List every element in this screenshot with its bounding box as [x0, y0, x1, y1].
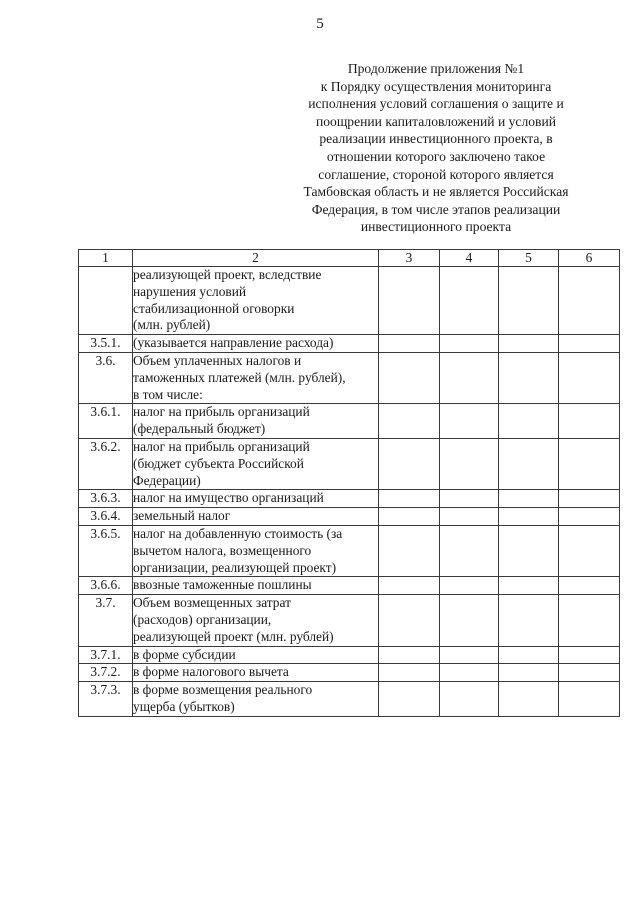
value-cell-col-4 [440, 682, 499, 717]
table-row [79, 646, 620, 664]
value-cell-col-3 [379, 577, 440, 595]
table-row [79, 404, 620, 439]
row-number: 3.6.6. [79, 577, 133, 595]
table-row [79, 525, 620, 576]
row-description [133, 404, 379, 439]
description-line: Объем уплаченных налогов и [133, 352, 302, 368]
value-cell-col-3 [379, 352, 440, 403]
table-row [79, 682, 620, 717]
row-description [133, 490, 379, 508]
row-number: 3.6.5. [79, 525, 133, 576]
value-cell-col-3 [379, 664, 440, 682]
row-number: 3.6.3. [79, 490, 133, 508]
header-line: Тамбовская область и не является Российская [303, 184, 569, 200]
value-cell-col-6 [559, 595, 620, 646]
value-cell-col-4 [440, 525, 499, 576]
row-number: 3.7.2. [79, 664, 133, 682]
description-line: таможенных платежей (млн. рублей), [133, 369, 346, 385]
value-cell-col-6 [559, 682, 620, 717]
header-line: соглашение, стороной которого является [318, 166, 554, 182]
value-cell-col-5 [499, 664, 559, 682]
value-cell-col-3 [379, 595, 440, 646]
description-line: реализующей проект (млн. рублей) [133, 628, 334, 644]
header-line: отношении которого заключено такое [326, 148, 546, 164]
value-cell-col-5 [499, 267, 559, 335]
value-cell-col-3 [379, 646, 440, 664]
description-line: стабилизационной оговорки [133, 300, 295, 316]
table-row [79, 508, 620, 526]
value-cell-col-4 [440, 404, 499, 439]
row-description [133, 525, 379, 576]
value-cell-col-5 [499, 352, 559, 403]
value-cell-col-4 [440, 267, 499, 335]
row-description [133, 646, 379, 664]
value-cell-col-6 [559, 646, 620, 664]
table-row [79, 577, 620, 595]
table-header-row [79, 250, 620, 267]
row-number: 3.6.4. [79, 508, 133, 526]
description-line: в форме субсидии [133, 646, 236, 662]
header-line: к Порядку осуществления мониторинга [320, 78, 552, 94]
row-description [133, 664, 379, 682]
value-cell-col-5 [499, 682, 559, 717]
value-cell-col-4 [440, 508, 499, 526]
value-cell-col-5 [499, 490, 559, 508]
column-header: 2 [133, 250, 379, 267]
row-description [133, 682, 379, 717]
header-line: Федерация, в том числе этапов реализации [311, 201, 561, 217]
column-header: 3 [379, 250, 440, 267]
value-cell-col-5 [499, 525, 559, 576]
value-cell-col-4 [440, 438, 499, 489]
row-description [133, 267, 379, 335]
value-cell-col-3 [379, 490, 440, 508]
row-number: 3.5.1. [79, 335, 133, 353]
description-line: налог на добавленную стоимость (за [133, 525, 343, 541]
value-cell-col-5 [499, 438, 559, 489]
appendix-header [283, 60, 589, 236]
page-number: 5 [316, 16, 324, 32]
description-line: налог на прибыль организаций [133, 404, 310, 420]
monitoring-table [78, 249, 620, 717]
value-cell-col-4 [440, 490, 499, 508]
description-line: (млн. рублей) [133, 317, 211, 333]
row-number: 3.6.2. [79, 438, 133, 489]
value-cell-col-6 [559, 577, 620, 595]
table-row [79, 438, 620, 489]
description-line: Объем возмещенных затрат [133, 595, 291, 611]
value-cell-col-3 [379, 525, 440, 576]
value-cell-col-4 [440, 335, 499, 353]
header-line: реализации инвестиционного проекта, в [319, 131, 553, 147]
value-cell-col-5 [499, 577, 559, 595]
column-header: 5 [499, 250, 559, 267]
value-cell-col-3 [379, 438, 440, 489]
table-row [79, 595, 620, 646]
value-cell-col-5 [499, 508, 559, 526]
table-row [79, 267, 620, 335]
description-line: (федеральный бюджет) [133, 421, 266, 437]
description-line: в форме налогового вычета [133, 664, 289, 680]
column-header: 1 [79, 250, 133, 267]
value-cell-col-3 [379, 335, 440, 353]
description-line: реализующей проект, вследствие [133, 267, 322, 282]
table-row [79, 335, 620, 353]
row-description [133, 595, 379, 646]
column-header: 6 [559, 250, 620, 267]
value-cell-col-3 [379, 404, 440, 439]
description-line: налог на прибыль организаций [133, 438, 310, 454]
value-cell-col-6 [559, 352, 620, 403]
description-line: вычетом налога, возмещенного [133, 542, 312, 558]
row-number: 3.7. [79, 595, 133, 646]
header-line: исполнения условий соглашения о защите и [308, 96, 564, 112]
table-row [79, 352, 620, 403]
row-description [133, 352, 379, 403]
description-line: в форме возмещения реального [133, 682, 313, 698]
value-cell-col-3 [379, 267, 440, 335]
value-cell-col-5 [499, 335, 559, 353]
value-cell-col-4 [440, 595, 499, 646]
description-line: организации, реализующей проект) [133, 559, 337, 575]
description-line: ущерба (убытков) [133, 698, 235, 714]
description-line: ввозные таможенные пошлины [133, 577, 312, 593]
description-line: налог на имущество организаций [133, 490, 324, 506]
column-header: 4 [440, 250, 499, 267]
description-line: земельный налог [133, 508, 231, 524]
row-number: 3.7.1. [79, 646, 133, 664]
table-row [79, 664, 620, 682]
row-number: 3.7.3. [79, 682, 133, 717]
value-cell-col-5 [499, 595, 559, 646]
row-number: 3.6. [79, 352, 133, 403]
description-line: (бюджет субъекта Российской [133, 455, 304, 471]
value-cell-col-6 [559, 404, 620, 439]
value-cell-col-6 [559, 664, 620, 682]
value-cell-col-6 [559, 508, 620, 526]
value-cell-col-6 [559, 438, 620, 489]
value-cell-col-3 [379, 682, 440, 717]
value-cell-col-4 [440, 646, 499, 664]
table-row [79, 490, 620, 508]
row-description [133, 577, 379, 595]
header-line: Продолжение приложения №1 [347, 61, 525, 76]
value-cell-col-4 [440, 577, 499, 595]
description-line: в том числе: [133, 386, 203, 402]
value-cell-col-6 [559, 267, 620, 335]
row-description [133, 335, 379, 353]
row-number [79, 267, 133, 335]
value-cell-col-5 [499, 404, 559, 439]
value-cell-col-3 [379, 508, 440, 526]
row-description [133, 508, 379, 526]
row-number: 3.6.1. [79, 404, 133, 439]
header-line: инвестиционного проекта [360, 219, 512, 235]
value-cell-col-6 [559, 335, 620, 353]
description-line: нарушения условий [133, 283, 247, 299]
description-line: (указывается направление расхода) [133, 335, 334, 351]
description-line: (расходов) организации, [133, 611, 272, 627]
value-cell-col-4 [440, 664, 499, 682]
value-cell-col-6 [559, 490, 620, 508]
value-cell-col-6 [559, 525, 620, 576]
header-line: поощрении капиталовложений и условий [315, 113, 557, 129]
description-line: Федерации) [133, 472, 201, 488]
row-description [133, 438, 379, 489]
value-cell-col-4 [440, 352, 499, 403]
value-cell-col-5 [499, 646, 559, 664]
